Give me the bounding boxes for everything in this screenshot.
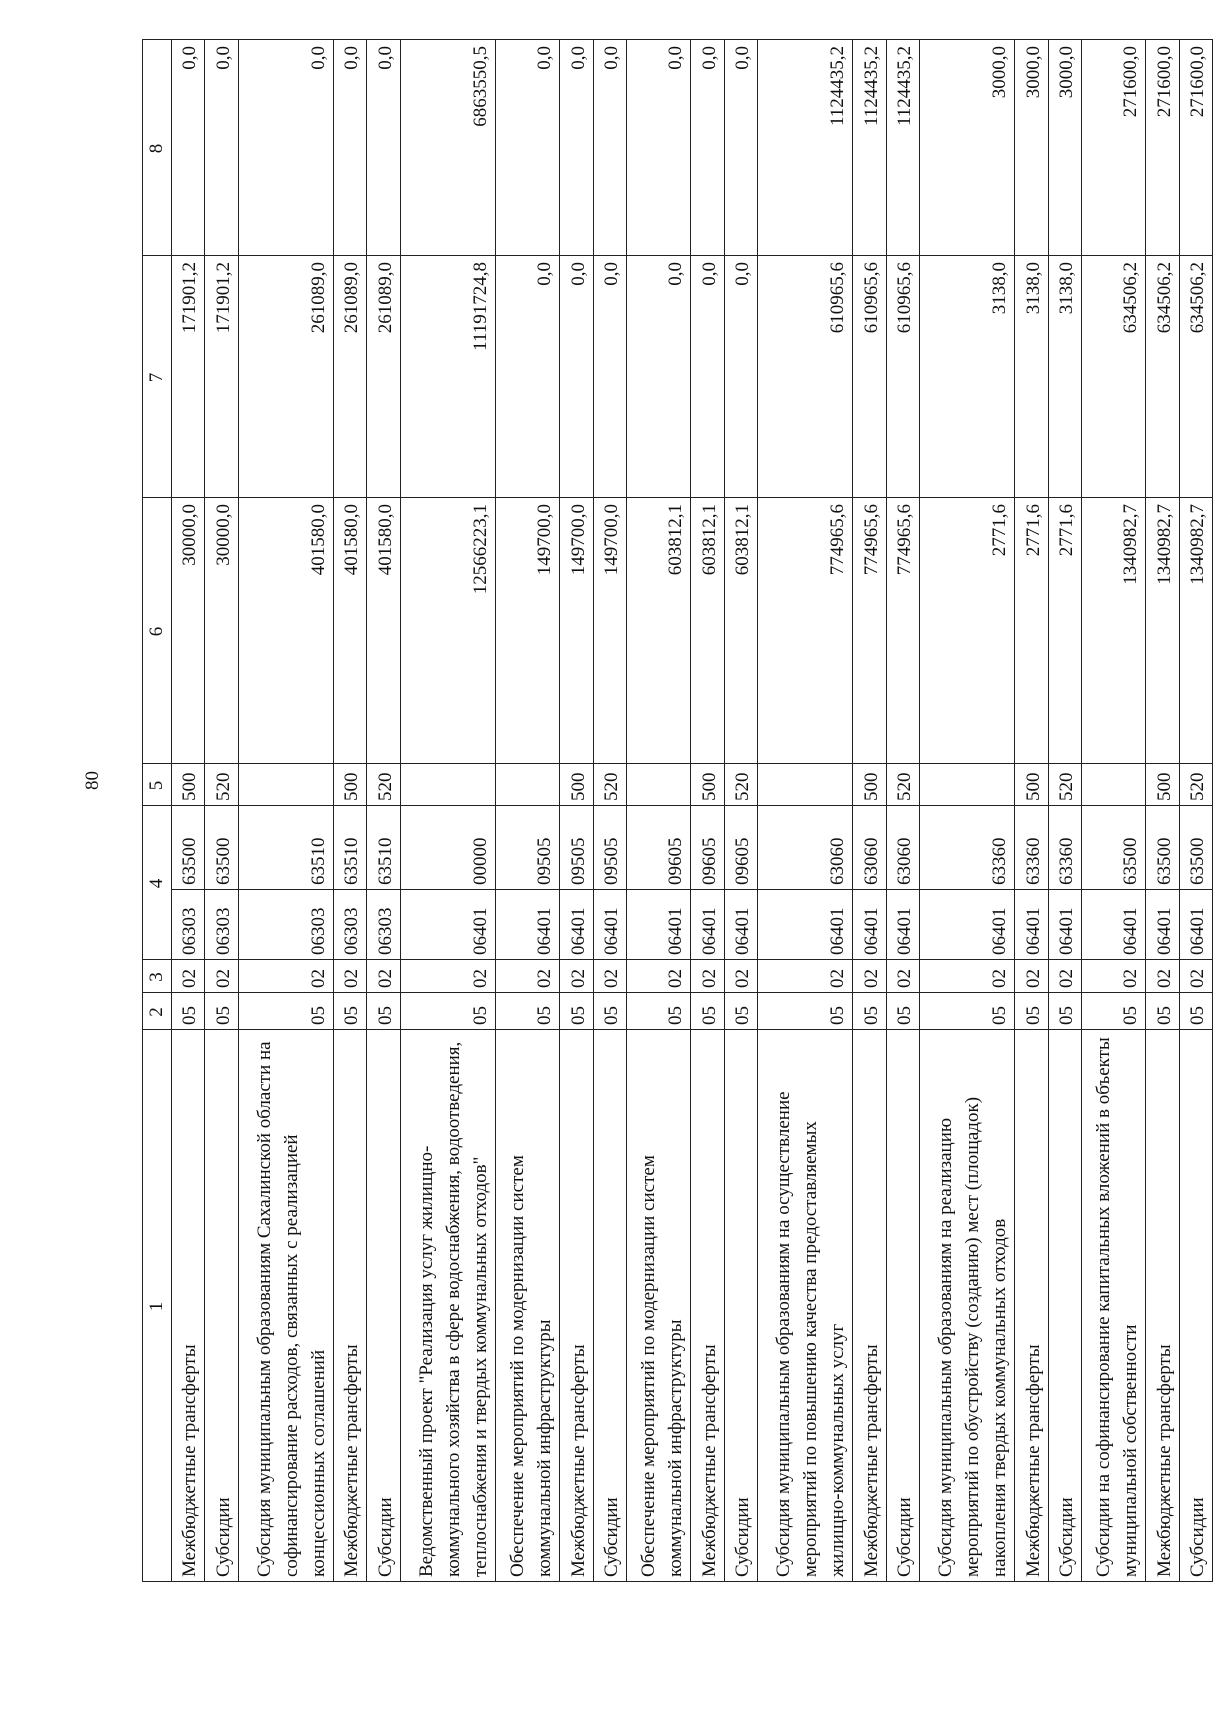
expense-type-code	[1081, 764, 1145, 806]
subsection-code: 02	[853, 960, 886, 993]
amount-column-8: 0,0	[205, 40, 238, 256]
amount-column-6: 774965,6	[757, 498, 852, 764]
expense-type-code: 520	[205, 764, 238, 806]
amount-column-7: 3138,0	[1015, 256, 1048, 498]
amount-column-6: 30000,0	[172, 498, 205, 764]
rotated-page-content	[142, 40, 1213, 1582]
amount-column-7: 0,0	[593, 256, 626, 498]
section-code: 05	[495, 993, 559, 1030]
amount-column-7: 634506,2	[1081, 256, 1145, 498]
amount-column-7: 0,0	[495, 256, 559, 498]
amount-column-7: 171901,2	[205, 256, 238, 498]
section-code: 05	[919, 993, 1014, 1030]
table-row	[886, 40, 919, 1582]
row-name: Межбюджетные трансферты	[1015, 1030, 1048, 1582]
target-article-program-code: 06401	[724, 890, 757, 960]
column-header: 6	[143, 498, 172, 764]
amount-column-6: 1340982,7	[1179, 498, 1212, 764]
amount-column-7: 634506,2	[1179, 256, 1212, 498]
subsection-code: 02	[333, 960, 366, 993]
target-article-direction-code: 09505	[560, 806, 593, 890]
amount-column-6: 401580,0	[238, 498, 333, 764]
target-article-program-code: 06401	[1048, 890, 1081, 960]
target-article-direction-code: 63360	[919, 806, 1014, 890]
subsection-code: 02	[1179, 960, 1212, 993]
expense-type-code	[495, 764, 559, 806]
row-name: Субсидия муниципальным образованиям на реализацию мероприятий по обустройству (созданию) мест (площадок) накопления твердых коммунальных отходов	[919, 1030, 1014, 1582]
row-name: Субсидия муниципальным образованиям на осуществление мероприятий по повышению качества предоставляемых жилищно-коммунальных услуг	[757, 1030, 852, 1582]
amount-column-7: 610965,6	[853, 256, 886, 498]
expense-type-code: 520	[724, 764, 757, 806]
subsection-code: 02	[724, 960, 757, 993]
table-row	[205, 40, 238, 1582]
amount-column-8: 0,0	[172, 40, 205, 256]
section-code: 05	[853, 993, 886, 1030]
target-article-direction-code: 63500	[1179, 806, 1212, 890]
page-number: 80	[82, 771, 103, 790]
subsection-code: 02	[172, 960, 205, 993]
amount-column-6: 401580,0	[367, 498, 400, 764]
table-row	[367, 40, 400, 1582]
table-row	[691, 40, 724, 1582]
section-code: 05	[238, 993, 333, 1030]
table-row	[593, 40, 626, 1582]
expense-type-code: 520	[886, 764, 919, 806]
section-code: 05	[1146, 993, 1179, 1030]
target-article-direction-code: 00000	[400, 806, 495, 890]
amount-column-7: 0,0	[626, 256, 690, 498]
column-header: 1	[143, 1030, 172, 1582]
expense-type-code: 520	[367, 764, 400, 806]
table-row	[1015, 40, 1048, 1582]
row-name: Субсидия муниципальным образованиям Сахалинской области на софинансирование расходов, связанных с реализацией концессионных соглашений	[238, 1030, 333, 1582]
expense-type-code: 500	[1146, 764, 1179, 806]
row-name: Межбюджетные трансферты	[691, 1030, 724, 1582]
amount-column-6: 603812,1	[691, 498, 724, 764]
section-code: 05	[1048, 993, 1081, 1030]
expense-type-code: 520	[1179, 764, 1212, 806]
expense-type-code	[919, 764, 1014, 806]
amount-column-8: 1124435,2	[886, 40, 919, 256]
subsection-code: 02	[886, 960, 919, 993]
subsection-code: 02	[626, 960, 690, 993]
amount-column-8: 6863550,5	[400, 40, 495, 256]
section-code: 05	[560, 993, 593, 1030]
table-row	[626, 40, 690, 1582]
subsection-code: 02	[495, 960, 559, 993]
target-article-program-code: 06401	[400, 890, 495, 960]
target-article-direction-code: 63060	[886, 806, 919, 890]
section-code: 05	[724, 993, 757, 1030]
amount-column-8: 3000,0	[919, 40, 1014, 256]
column-header: 7	[143, 256, 172, 498]
target-article-program-code: 06401	[1015, 890, 1048, 960]
row-name: Обеспечение мероприятий по модернизации систем коммунальной инфраструктуры	[495, 1030, 559, 1582]
amount-column-8: 0,0	[626, 40, 690, 256]
row-name: Межбюджетные трансферты	[333, 1030, 366, 1582]
amount-column-8: 271600,0	[1179, 40, 1212, 256]
target-article-direction-code: 63060	[853, 806, 886, 890]
row-name: Субсидии	[724, 1030, 757, 1582]
column-header: 2	[143, 993, 172, 1030]
subsection-code: 02	[238, 960, 333, 993]
row-name: Субсидии	[1048, 1030, 1081, 1582]
column-header: 3	[143, 960, 172, 993]
amount-column-7: 261089,0	[367, 256, 400, 498]
subsection-code: 02	[560, 960, 593, 993]
section-code: 05	[172, 993, 205, 1030]
amount-column-6: 603812,1	[724, 498, 757, 764]
amount-column-8: 0,0	[495, 40, 559, 256]
table-row	[1048, 40, 1081, 1582]
section-code: 05	[1081, 993, 1145, 1030]
amount-column-7: 261089,0	[333, 256, 366, 498]
subsection-code: 02	[367, 960, 400, 993]
subsection-code: 02	[919, 960, 1014, 993]
section-code: 05	[367, 993, 400, 1030]
expense-type-code: 520	[1048, 764, 1081, 806]
target-article-direction-code: 63510	[238, 806, 333, 890]
target-article-program-code: 06401	[1081, 890, 1145, 960]
target-article-direction-code: 09605	[724, 806, 757, 890]
amount-column-8: 0,0	[560, 40, 593, 256]
expense-type-code: 500	[560, 764, 593, 806]
target-article-program-code: 06401	[560, 890, 593, 960]
amount-column-7: 0,0	[560, 256, 593, 498]
target-article-program-code: 06303	[205, 890, 238, 960]
amount-column-7: 11191724,8	[400, 256, 495, 498]
amount-column-7: 3138,0	[919, 256, 1014, 498]
target-article-direction-code: 09605	[691, 806, 724, 890]
amount-column-6: 1340982,7	[1081, 498, 1145, 764]
table-row	[560, 40, 593, 1582]
expense-type-code: 500	[333, 764, 366, 806]
amount-column-8: 271600,0	[1146, 40, 1179, 256]
table-row	[238, 40, 333, 1582]
target-article-direction-code: 09505	[593, 806, 626, 890]
target-article-program-code: 06303	[367, 890, 400, 960]
expense-type-code: 500	[1015, 764, 1048, 806]
target-article-direction-code: 63500	[205, 806, 238, 890]
table-row	[919, 40, 1014, 1582]
row-name: Субсидии	[593, 1030, 626, 1582]
column-header: 4	[143, 806, 172, 960]
section-code: 05	[400, 993, 495, 1030]
amount-column-7: 0,0	[691, 256, 724, 498]
amount-column-6: 401580,0	[333, 498, 366, 764]
target-article-program-code: 06303	[172, 890, 205, 960]
amount-column-8: 1124435,2	[853, 40, 886, 256]
section-code: 05	[886, 993, 919, 1030]
amount-column-8: 0,0	[724, 40, 757, 256]
subsection-code: 02	[1015, 960, 1048, 993]
subsection-code: 02	[205, 960, 238, 993]
subsection-code: 02	[1081, 960, 1145, 993]
table-row	[172, 40, 205, 1582]
expense-type-code: 500	[691, 764, 724, 806]
amount-column-7: 261089,0	[238, 256, 333, 498]
amount-column-6: 12566223,1	[400, 498, 495, 764]
amount-column-6: 2771,6	[1048, 498, 1081, 764]
row-name: Субсидии	[205, 1030, 238, 1582]
amount-column-6: 1340982,7	[1146, 498, 1179, 764]
expense-type-code	[626, 764, 690, 806]
target-article-direction-code: 63510	[367, 806, 400, 890]
target-article-program-code: 06401	[495, 890, 559, 960]
target-article-program-code: 06401	[593, 890, 626, 960]
row-name: Субсидии	[1179, 1030, 1212, 1582]
section-code: 05	[626, 993, 690, 1030]
subsection-code: 02	[400, 960, 495, 993]
target-article-program-code: 06401	[1146, 890, 1179, 960]
target-article-program-code: 06303	[238, 890, 333, 960]
amount-column-6: 2771,6	[1015, 498, 1048, 764]
amount-column-8: 1124435,2	[757, 40, 852, 256]
amount-column-8: 271600,0	[1081, 40, 1145, 256]
subsection-code: 02	[1146, 960, 1179, 993]
table-row	[1146, 40, 1179, 1582]
row-name: Межбюджетные трансферты	[560, 1030, 593, 1582]
table-row	[757, 40, 852, 1582]
target-article-direction-code: 09505	[495, 806, 559, 890]
table-header-row	[143, 40, 172, 1582]
row-name: Межбюджетные трансферты	[1146, 1030, 1179, 1582]
section-code: 05	[757, 993, 852, 1030]
table-row	[495, 40, 559, 1582]
expense-type-code	[400, 764, 495, 806]
amount-column-6: 149700,0	[593, 498, 626, 764]
amount-column-8: 3000,0	[1015, 40, 1048, 256]
amount-column-6: 774965,6	[886, 498, 919, 764]
section-code: 05	[1179, 993, 1212, 1030]
subsection-code: 02	[757, 960, 852, 993]
target-article-direction-code: 63500	[172, 806, 205, 890]
table-row	[1081, 40, 1145, 1582]
expense-type-code: 500	[853, 764, 886, 806]
row-name: Субсидии	[367, 1030, 400, 1582]
amount-column-8: 0,0	[367, 40, 400, 256]
subsection-code: 02	[691, 960, 724, 993]
amount-column-7: 3138,0	[1048, 256, 1081, 498]
row-name: Межбюджетные трансферты	[853, 1030, 886, 1582]
amount-column-6: 2771,6	[919, 498, 1014, 764]
row-name: Обеспечение мероприятий по модернизации систем коммунальной инфраструктуры	[626, 1030, 690, 1582]
section-code: 05	[691, 993, 724, 1030]
amount-column-7: 610965,6	[886, 256, 919, 498]
target-article-program-code: 06401	[919, 890, 1014, 960]
section-code: 05	[205, 993, 238, 1030]
target-article-direction-code: 63500	[1081, 806, 1145, 890]
amount-column-8: 0,0	[333, 40, 366, 256]
row-name: Субсидии на софинансирование капитальных вложений в объекты муниципальной собственности	[1081, 1030, 1145, 1582]
amount-column-7: 171901,2	[172, 256, 205, 498]
target-article-program-code: 06401	[886, 890, 919, 960]
target-article-program-code: 06401	[853, 890, 886, 960]
amount-column-6: 149700,0	[560, 498, 593, 764]
table-row	[400, 40, 495, 1582]
subsection-code: 02	[593, 960, 626, 993]
target-article-program-code: 06303	[333, 890, 366, 960]
row-name: Межбюджетные трансферты	[172, 1030, 205, 1582]
subsection-code: 02	[1048, 960, 1081, 993]
expense-type-code	[757, 764, 852, 806]
target-article-direction-code: 63060	[757, 806, 852, 890]
target-article-direction-code: 63360	[1048, 806, 1081, 890]
amount-column-6: 774965,6	[853, 498, 886, 764]
section-code: 05	[1015, 993, 1048, 1030]
target-article-program-code: 06401	[691, 890, 724, 960]
amount-column-8: 0,0	[691, 40, 724, 256]
table-row	[853, 40, 886, 1582]
amount-column-6: 603812,1	[626, 498, 690, 764]
expense-type-code	[238, 764, 333, 806]
target-article-program-code: 06401	[626, 890, 690, 960]
amount-column-8: 0,0	[593, 40, 626, 256]
amount-column-8: 0,0	[238, 40, 333, 256]
amount-column-7: 610965,6	[757, 256, 852, 498]
target-article-program-code: 06401	[1179, 890, 1212, 960]
column-header: 5	[143, 764, 172, 806]
amount-column-8: 3000,0	[1048, 40, 1081, 256]
section-code: 05	[593, 993, 626, 1030]
column-header: 8	[143, 40, 172, 256]
section-code: 05	[333, 993, 366, 1030]
table-row	[724, 40, 757, 1582]
row-name: Субсидии	[886, 1030, 919, 1582]
expense-type-code: 500	[172, 764, 205, 806]
amount-column-7: 634506,2	[1146, 256, 1179, 498]
budget-table	[142, 39, 1213, 1582]
target-article-direction-code: 63360	[1015, 806, 1048, 890]
row-name: Ведомственный проект "Реализация услуг жилищно-коммунального хозяйства в сфере водоснабжения, водоотведения, теплоснабжения и твердых коммунальных отходов"	[400, 1030, 495, 1582]
table-row	[1179, 40, 1212, 1582]
expense-type-code: 520	[593, 764, 626, 806]
target-article-program-code: 06401	[757, 890, 852, 960]
table-row	[333, 40, 366, 1582]
target-article-direction-code: 09605	[626, 806, 690, 890]
amount-column-7: 0,0	[724, 256, 757, 498]
amount-column-6: 149700,0	[495, 498, 559, 764]
target-article-direction-code: 63510	[333, 806, 366, 890]
amount-column-6: 30000,0	[205, 498, 238, 764]
target-article-direction-code: 63500	[1146, 806, 1179, 890]
